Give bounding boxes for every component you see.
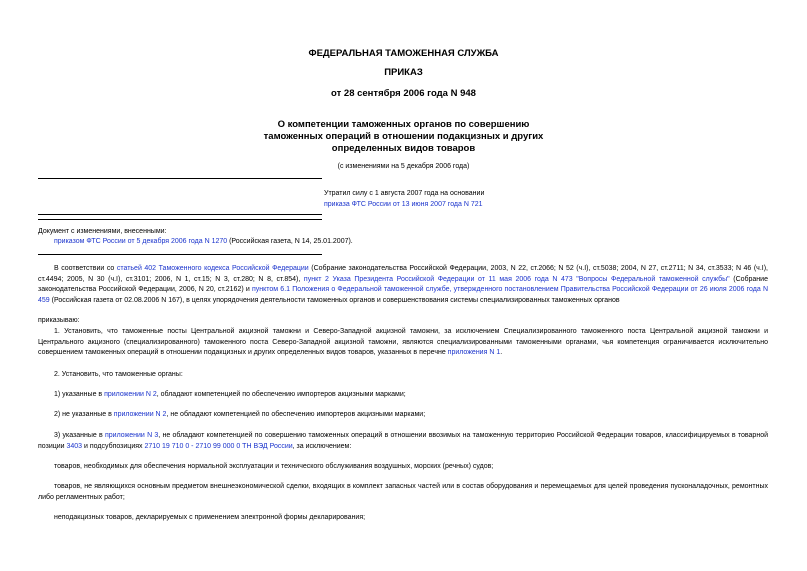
divider xyxy=(38,254,322,255)
subitem-3-text: 3) указанные в xyxy=(54,432,105,439)
subitem-2-text: , не обладают компетенцией по обеспечению импортеров акцизными марками; xyxy=(166,411,426,418)
appendix-2-link[interactable]: приложении N 2 xyxy=(104,391,157,398)
divider xyxy=(38,214,322,215)
preamble-text: В соответствии со xyxy=(54,265,117,272)
item-2-paragraph: 2. Установить, что таможенные органы: xyxy=(54,371,183,378)
title-line: определенных видов товаров xyxy=(331,143,476,154)
date-number: от 28 сентября 2006 года N 948 xyxy=(331,88,476,99)
tariff-position-link[interactable]: 3403 xyxy=(66,442,83,450)
appendix-3-link[interactable]: приложении N 3 xyxy=(105,432,159,439)
status-text: Утратил силу с 1 августа 2007 года на основании xyxy=(324,190,485,197)
status-link[interactable]: приказа ФТС России от 13 июня 2007 года N 721 xyxy=(324,201,483,208)
title-line: таможенных операций в отношении подакцизных и других xyxy=(263,131,544,142)
preamble-text: (Собрание законодательства Российской Федерации, 2003, N 22, ст.2066; N 52 (ч.I), ст.5038; 2004, N 27, ст.2711; N 34, ст.3533; N 46 (ч.I), ст.4494; 2005, N 30 (ч.I), ст.3101; 2006, N 1, ст.15; N 3, ст.280; N 8, ст.854), xyxy=(38,265,768,283)
subitem-3-text: , за исключением: xyxy=(292,442,352,450)
appendix-2-link[interactable]: приложении N 2 xyxy=(113,411,167,418)
amendments-line xyxy=(54,237,353,248)
subitem-3-text: и подсубпозициях xyxy=(82,442,145,450)
presidential-decree-link[interactable]: пункт 2 Указа Президента Российской Федерации от 11 мая 2006 года N 473 "Вопросы Федеральной таможенной службы" xyxy=(303,275,730,283)
amendment-link[interactable]: приказом ФТС России от 5 декабря 2006 года N 1270 xyxy=(54,238,228,245)
changes-note: (с изменениями на 5 декабря 2006 года) xyxy=(337,163,470,170)
tariff-subposition-link[interactable]: 2710 19 710 0 - 2710 99 000 0 ТН ВЭД России xyxy=(144,442,293,450)
orders-label: приказываю: xyxy=(38,317,80,324)
item-1-paragraph xyxy=(38,327,768,359)
subitem-2-text: 2) не указанные в xyxy=(54,411,114,418)
subitem-3-text: , не обладают компетенцией по совершению таможенных операций в отношении ввозимых на таможенную территорию Российской Федерации товаров, классифицируемых в товарной позиции xyxy=(38,432,768,450)
subitem-3-paragraph xyxy=(38,431,768,452)
amendment-source: (Российская газета, N 14, 25.01.2007). xyxy=(227,238,353,245)
regulation-link[interactable]: пунктом 6.1 Положения о Федеральной таможенной службе, утвержденного постановлением Правительства Российской Федерации от 26 июля 2006 года N 459 xyxy=(38,286,768,304)
divider xyxy=(38,178,322,179)
subitem-1-text: 1) указанные в xyxy=(54,391,105,398)
document-title xyxy=(0,119,807,155)
amendments-label: Документ с изменениями, внесенными: xyxy=(38,228,167,235)
divider xyxy=(38,219,322,220)
subitem-1-text: , обладают компетенцией по обеспечению импортеров акцизными марками; xyxy=(156,391,406,398)
exception-1-paragraph: товаров, необходимых для обеспечения нормальной эксплуатации и технического обслуживания воздушных, морских (речных) судов; xyxy=(54,463,494,470)
subitem-2-paragraph xyxy=(38,410,768,421)
subitem-1-paragraph xyxy=(38,390,768,401)
customs-code-link[interactable]: статьей 402 Таможенного кодекса Российской Федерации xyxy=(116,265,309,272)
item-1-tail: . xyxy=(500,349,503,356)
item-1-text: 1. Установить, что таможенные посты Центральной акцизной таможни и Северо-Западной акцизной таможни, за исключением Специализированного таможенного поста Центральной акцизной таможни и Центрального акцизного (специализированного) таможенного поста Северо-Западной акцизной таможни, являются специализированными таможенными органами, чья компетенция ограничивается исключительно совершением таможенных операций в отношении подакцизных и других определенных видов товаров, указанных в перечне xyxy=(38,328,768,356)
preamble-text: (Российская газета от 02.08.2006 N 167), в целях упорядочения деятельности таможенных органов и совершенствования системы специализированных таможенных органов xyxy=(49,296,620,304)
agency-heading: ФЕДЕРАЛЬНАЯ ТАМОЖЕННАЯ СЛУЖБА xyxy=(308,48,499,59)
appendix-1-link[interactable]: приложения N 1 xyxy=(447,349,501,356)
document-type: ПРИКАЗ xyxy=(384,67,423,78)
title-line: О компетенции таможенных органов по совершению xyxy=(277,119,530,130)
exception-2-paragraph: товаров, не являющихся основным предметом внешнеэкономической сделки, входящих в комплект запасных частей или в состав оборудования и перемещаемых для целей проведения пусконаладочных, ремонтных либо регламентных работ; xyxy=(38,483,768,501)
preamble-paragraph xyxy=(38,264,768,306)
preamble-text: (Собрание законодательства Российской Федерации, 2006, N 20, ст.2162) и xyxy=(38,275,768,293)
exception-3-paragraph: неподакцизных товаров, декларируемых с применением электронной формы декларирования; xyxy=(54,514,366,521)
